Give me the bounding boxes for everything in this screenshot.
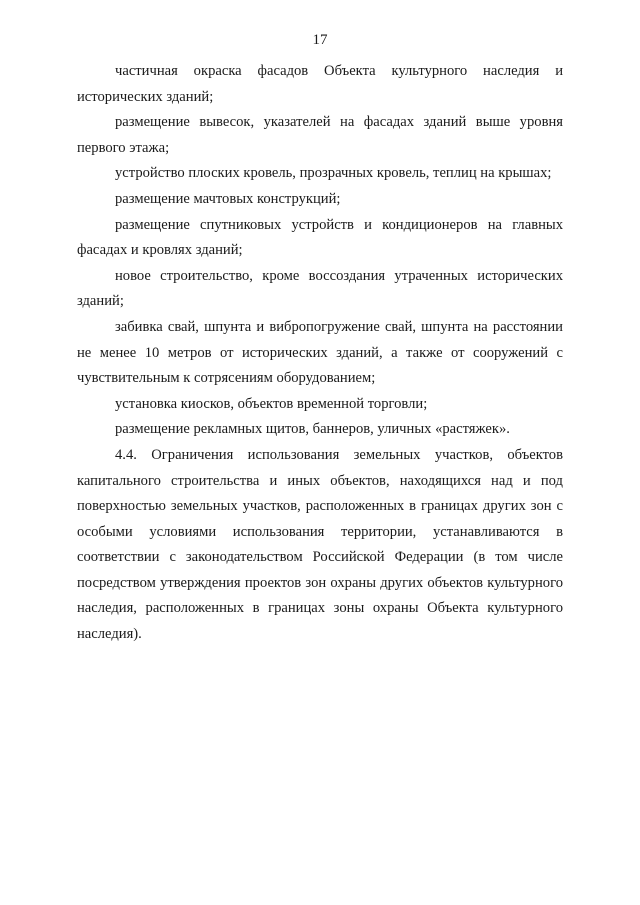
page-number: 17 (312, 32, 328, 48)
paragraph-mast-structures: размещение мачтовых конструкций; (115, 190, 341, 207)
paragraph-kiosks: установка киосков, объектов временной торговли; (115, 395, 428, 412)
document-body (77, 59, 563, 648)
paragraph-pile-driving: забивка свай, шпунта и вибропогружение свай, шпунта на расстоянии не менее 10 метров от исторических зданий, а также от сооружений с чувствительным к сотрясениям оборудованием; (77, 318, 563, 387)
paragraph-new-construction: новое строительство, кроме воссоздания утраченных исторических зданий; (77, 267, 563, 310)
paragraph-facade-painting: частичная окраска фасадов Объекта культурного наследия и исторических зданий; (77, 63, 563, 105)
paragraph-advertising: размещение рекламных щитов, баннеров, уличных «растяжек». (115, 421, 510, 438)
paragraph-signage: размещение вывесок, указателей на фасадах зданий выше уровня первого этажа; (77, 114, 563, 156)
paragraph-satellite-devices: размещение спутниковых устройств и кондиционеров на главных фасадах и кровлях зданий; (77, 216, 563, 259)
paragraph-roofs: устройство плоских кровель, прозрачных кровель, теплиц на крышах; (115, 165, 552, 182)
paragraph-section-4-4: 4.4. Ограничения использования земельных участков, объектов капитального строительства и иных объектов, находящихся над и под поверхностью земельных участков, расположенных в границах других зон с особыми условиями использования территории, устанавливаются в соответствии с законодательством Российской Федерации (в том числе посредством утверждения проектов зон охраны других объектов культурного наследия, расположенных в границах зоны охраны Объекта культурного наследия). (77, 446, 563, 643)
